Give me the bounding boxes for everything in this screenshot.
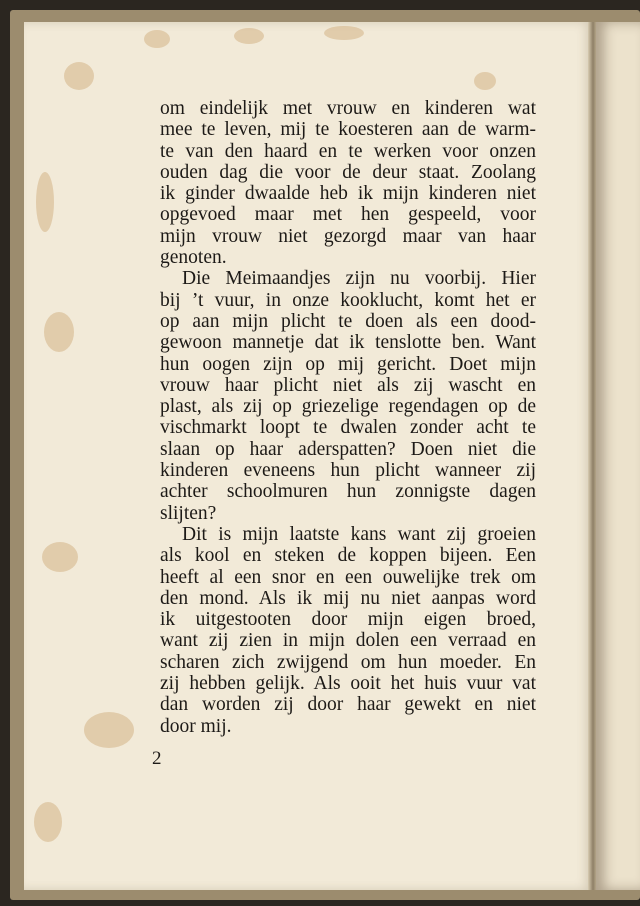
body-text	[160, 98, 536, 737]
text-line: dan worden zij door haar gewekt en niet	[160, 694, 536, 716]
text-line: op aan mijn plicht te doen als een dood-	[160, 310, 536, 332]
text-line: mee te leven, mij te koesteren aan de warm-	[160, 119, 536, 141]
foxing-stain	[34, 802, 62, 842]
text-line: want zij zien in mijn dolen een verraad en	[160, 630, 536, 652]
text-line: genoten.	[160, 247, 227, 269]
text-line: Dit is mijn laatste kans want zij groeien	[182, 523, 536, 545]
text-line: kinderen eveneens hun plicht wanneer zij	[160, 460, 536, 482]
foxing-stain	[234, 28, 264, 44]
facing-page-edge	[596, 22, 640, 890]
text-line: als kool en steken de koppen bijeen. Een	[160, 545, 536, 567]
text-line: opgevoed maar met hen gespeeld, voor	[160, 204, 536, 226]
text-line: ik ginder dwaalde heb ik mijn kinderen niet	[160, 183, 536, 205]
text-line: achter schoolmuren hun zonnigste dagen	[160, 481, 536, 503]
text-line: vischmarkt loopt te dwalen zonder acht te	[160, 417, 536, 439]
text-line: ik uitgestooten door mijn eigen broed,	[160, 609, 536, 631]
foxing-stain	[84, 712, 134, 748]
text-line: slaan op haar aderspatten? Doen niet die	[160, 438, 536, 460]
foxing-stain	[64, 62, 94, 90]
text-line: hun oogen zijn op mij gericht. Doet mijn	[160, 353, 536, 375]
foxing-stain	[474, 72, 496, 90]
text-line: Die Meimaandjes zijn nu voorbij. Hier	[182, 268, 536, 290]
foxing-stain	[42, 542, 78, 572]
text-line: vrouw haar plicht niet als zij wascht en	[160, 374, 536, 396]
foxing-stain	[324, 26, 364, 40]
text-line: gewoon mannetje dat ik tenslotte ben. Want	[160, 332, 536, 354]
text-line: mijn vrouw niet gezorgd maar van haar	[160, 225, 536, 247]
text-line: plast, als zij op griezelige regendagen op de	[160, 396, 536, 418]
text-line: ouden dag die voor de deur staat. Zoolang	[160, 161, 536, 183]
text-line: heeft al een snor en een ouwelijke trek om	[160, 566, 536, 588]
foxing-stain	[144, 30, 170, 48]
foxing-stain	[44, 312, 74, 352]
text-line: bij ’t vuur, in onze kooklucht, komt het er	[160, 289, 536, 311]
text-line: scharen zich zwijgend om hun moeder. En	[160, 651, 536, 673]
text-line: zij hebben gelijk. Als ooit het huis vuur vat	[160, 673, 536, 695]
text-line: te van den haard en te werken voor onzen	[160, 140, 536, 162]
text-line: om eindelijk met vrouw en kinderen wat	[160, 98, 536, 119]
foxing-stain	[36, 172, 54, 232]
page-number: 2	[152, 748, 162, 769]
text-line: den mond. Als ik mij nu niet aanpas word	[160, 587, 536, 609]
text-line: slijten?	[160, 502, 217, 524]
text-line: door mij.	[160, 715, 232, 737]
